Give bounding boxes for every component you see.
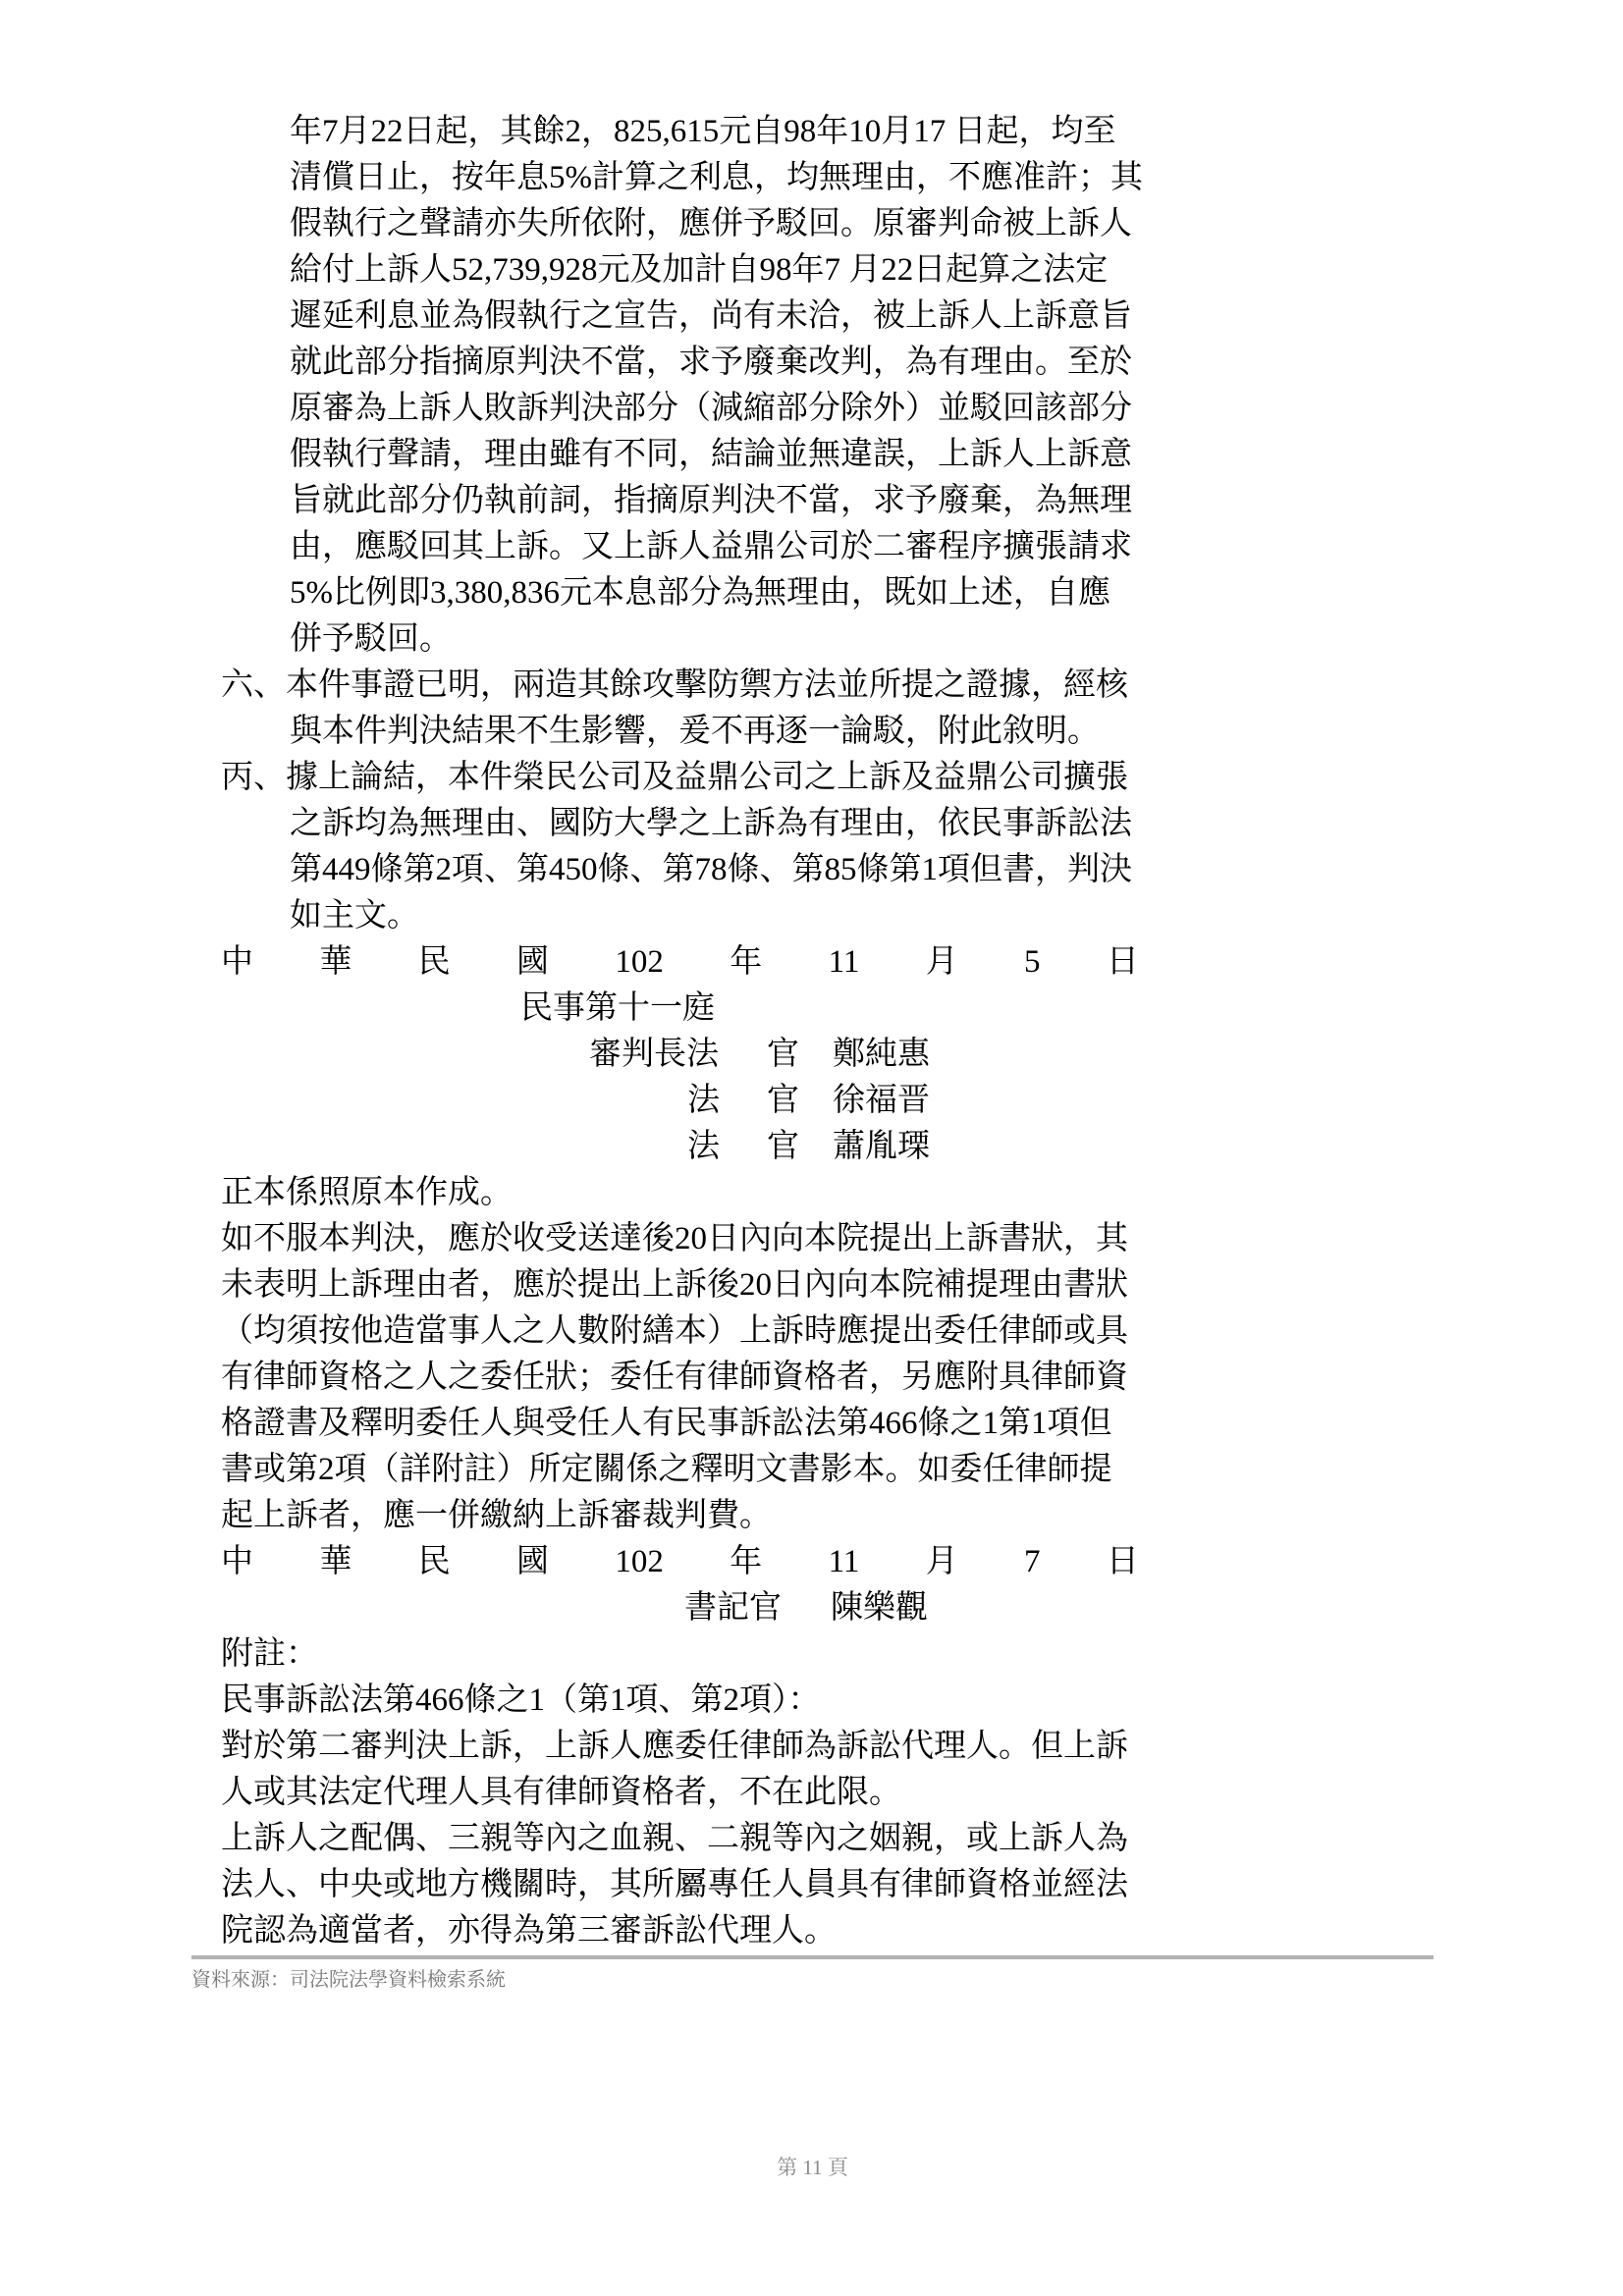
text-line: 附註： — [221, 1636, 318, 1672]
text-line: 對於第二審判決上訴，上訴人應委任律師為訴訟代理人。但上訴 — [221, 1729, 1128, 1764]
date-token: 國 — [516, 944, 550, 980]
official-title-or-name: 法 — [687, 1083, 720, 1118]
date-token: 中 — [221, 1544, 253, 1579]
date-token: 華 — [319, 1544, 352, 1579]
text-line: 正本係照原本作成。 — [221, 1175, 513, 1210]
text-line: 併予駁回。 — [290, 621, 452, 657]
date-token: 7 — [1024, 1544, 1041, 1579]
date-token: 國 — [516, 1544, 550, 1579]
text-line: 民事訴訟法第466條之1（第1項、第2項）： — [221, 1682, 821, 1718]
text-line: 書或第2項（詳附註）所定關係之釋明文書影本。如委任律師提 — [221, 1452, 1112, 1487]
text-line: 起上訴者，應一併繳納上訴審裁判費。 — [221, 1498, 772, 1533]
date-token: 年 — [730, 1544, 763, 1579]
text-line: 由，應駁回其上訴。又上訴人益鼎公司於二審程序擴張請求 — [290, 529, 1132, 564]
footer-divider — [191, 1955, 1434, 1959]
date-token: 日 — [1106, 1544, 1139, 1579]
text-line: 與本件判決結果不生影響，爰不再逐一論駁，附此敘明。 — [290, 714, 1100, 749]
text-line: （均須按他造當事人之人數附繕本）上訴時應提出委任律師或具 — [221, 1313, 1128, 1349]
date-token: 102 — [615, 1544, 664, 1579]
text-line: 年7月22日起，其餘2，825,615元自98年10月17 日起，均至 — [290, 114, 1116, 149]
text-line: 假執行之聲請亦失所依附，應併予駁回。原審判命被上訴人 — [290, 206, 1132, 241]
date-token: 11 — [828, 1544, 860, 1579]
judgment-text-block — [221, 109, 1143, 1954]
page-number: 第 11 頁 — [777, 2156, 848, 2179]
text-line — [221, 1032, 1139, 1078]
text-line: 清償日止，按年息5%計算之利息，均無理由，不應准許；其 — [290, 160, 1143, 195]
date-token: 中 — [221, 944, 253, 980]
date-token: 年 — [730, 944, 763, 980]
text-line: 六、本件事證已明，兩造其餘攻擊防禦方法並所提之證據，經核 — [221, 667, 1128, 703]
official-title-or-name: 徐福晋 — [833, 1083, 930, 1118]
text-line: 民事第十一庭 — [520, 990, 715, 1026]
text-line: 第449條第2項、第450條、第78條、第85條第1項但書，判決 — [290, 852, 1132, 887]
text-line: 院認為適當者，亦得為第三審訴訟代理人。 — [221, 1913, 837, 1949]
text-line: 5%比例即3,380,836元本息部分為無理由，既如上述，自應 — [290, 575, 1110, 611]
text-line: 丙、據上論結，本件榮民公司及益鼎公司之上訴及益鼎公司擴張 — [221, 760, 1128, 795]
official-title-or-name: 官 — [767, 1037, 799, 1072]
text-line: 人或其法定代理人具有律師資格者，不在此限。 — [221, 1775, 901, 1810]
date-token: 華 — [319, 944, 352, 980]
date-token: 月 — [925, 1544, 958, 1579]
text-line — [221, 1078, 1139, 1124]
text-line: 原審為上訴人敗訴判決部分（減縮部分除外）並駁回該部分 — [290, 391, 1132, 426]
date-token: 5 — [1024, 944, 1041, 980]
text-line — [221, 939, 1139, 986]
text-line: 給付上訴人52,739,928元及加計自98年7 月22日起算之法定 — [290, 252, 1109, 288]
text-line — [221, 1585, 1139, 1631]
date-token: 民 — [417, 944, 451, 980]
text-line: 如主文。 — [290, 898, 419, 934]
official-title-or-name: 法 — [687, 1129, 720, 1164]
official-title-or-name: 鄭純惠 — [833, 1037, 930, 1072]
date-token: 11 — [828, 944, 860, 980]
official-title-or-name: 官 — [767, 1129, 799, 1164]
date-token: 102 — [615, 944, 664, 980]
text-line: 旨就此部分仍執前詞，指摘原判決不當，求予廢棄，為無理 — [290, 483, 1132, 518]
official-title-or-name: 書記官 — [684, 1590, 782, 1626]
source-note: 資料來源：司法院法學資料檢索系統 — [191, 1969, 506, 1991]
date-token: 月 — [925, 944, 958, 980]
text-line — [221, 1124, 1139, 1170]
official-title-or-name: 官 — [767, 1083, 799, 1118]
text-line: 法人、中央或地方機關時，其所屬專任人員具有律師資格並經法 — [221, 1867, 1128, 1902]
text-line — [221, 1539, 1139, 1585]
text-line: 之訴均為無理由、國防大學之上訴為有理由，依民事訴訟法 — [290, 806, 1132, 841]
date-token: 日 — [1106, 944, 1139, 980]
text-line: 就此部分指摘原判決不當，求予廢棄改判，為有理由。至於 — [290, 345, 1132, 380]
text-line: 遲延利息並為假執行之宣告，尚有未洽，被上訴人上訴意旨 — [290, 298, 1132, 334]
date-token: 民 — [417, 1544, 451, 1579]
official-title-or-name: 蕭胤瑮 — [833, 1129, 930, 1164]
text-line: 上訴人之配偶、三親等內之血親、二親等內之姻親，或上訴人為 — [221, 1821, 1128, 1856]
text-line: 有律師資格之人之委任狀；委任有律師資格者，另應附具律師資 — [221, 1360, 1128, 1395]
official-title-or-name: 陳樂觀 — [831, 1590, 928, 1626]
official-title-or-name: 審判長法 — [589, 1037, 719, 1072]
text-line: 如不服本判決，應於收受送達後20日內向本院提出上訴書狀，其 — [221, 1221, 1128, 1256]
text-line: 假執行聲請，理由雖有不同，結論並無違誤，上訴人上訴意 — [290, 437, 1132, 472]
text-line: 未表明上訴理由者，應於提出上訴後20日內向本院補提理由書狀 — [221, 1267, 1128, 1303]
text-line: 格證書及釋明委任人與受任人有民事訴訟法第466條之1第1項但 — [221, 1406, 1112, 1441]
